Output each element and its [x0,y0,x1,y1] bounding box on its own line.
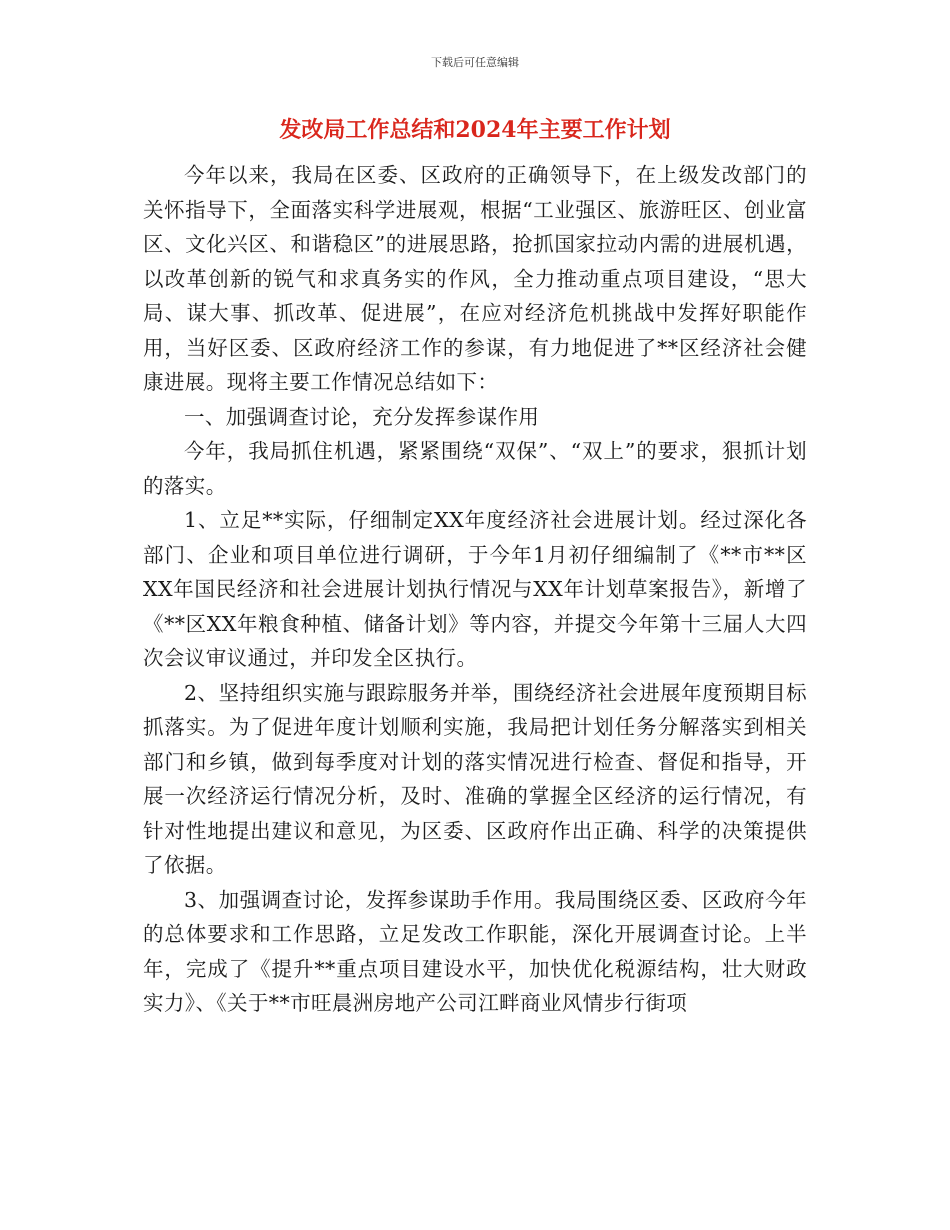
section-heading-1: 一、加强调查讨论，充分发挥参谋作用 [184,404,540,429]
paragraph-section-1-intro: 今年，我局抓住机遇，紧紧围绕“双保”、“双上”的要求，狠抓计划的落实。 [143,439,807,498]
header-note: 下载后可任意编辑 [431,56,519,69]
paragraph-item-3: 3、加强调查讨论，发挥参谋助手作用。我局围绕区委、区政府今年的总体要求和工作思路，立足发改工作职能，深化开展调查讨论。上半年，完成了《提升**重点项目建设水平，加快优化税源结构，壮大财政实力》、《关于**市旺晨洲房地产公司江畔商业风情步行街项 [143,887,807,1015]
paragraph-item-2: 2、坚持组织实施与跟踪服务并举，围绕经济社会进展年度预期目标抓落实。为了促进年度计划顺利实施，我局把计划任务分解落实到相关部门和乡镇，做到每季度对计划的落实情况进行检查、督促和指导，开展一次经济运行情况分析，及时、准确的掌握全区经济的运行情况，有针对性地提出建议和意见，为区委、区政府作出正确、科学的决策提供了依据。 [143,680,807,877]
document-title: 发改局工作总结和2024年主要工作计划 [279,117,671,143]
paragraph-intro: 今年以来，我局在区委、区政府的正确领导下，在上级发改部门的关怀指导下，全面落实科学进展观，根据“工业强区、旅游旺区、创业富区、文化兴区、和谐稳区”的进展思路，抢抓国家拉动内需的进展机遇，以改革创新的锐气和求真务实的作风，全力推动重点项目建设，“思大局、谋大事、抓改革、促进展”，在应对经济危机挑战中发挥好职能作用，当好区委、区政府经济工作的参谋，有力地促进了**区经济社会健康进展。现将主要工作情况总结如下： [143,163,807,394]
paragraph-item-1: 1、立足**实际，仔细制定XX年度经济社会进展计划。经过深化各部门、企业和项目单位进行调研，于今年1月初仔细编制了《**市**区XX年国民经济和社会进展计划执行情况与XX年计划草案报告》，新增了《**区XX年粮食种植、储备计划》等内容，并提交今年第十三届人大四次会议审议通过，并印发全区执行。 [143,508,807,670]
document-body [143,158,807,1021]
